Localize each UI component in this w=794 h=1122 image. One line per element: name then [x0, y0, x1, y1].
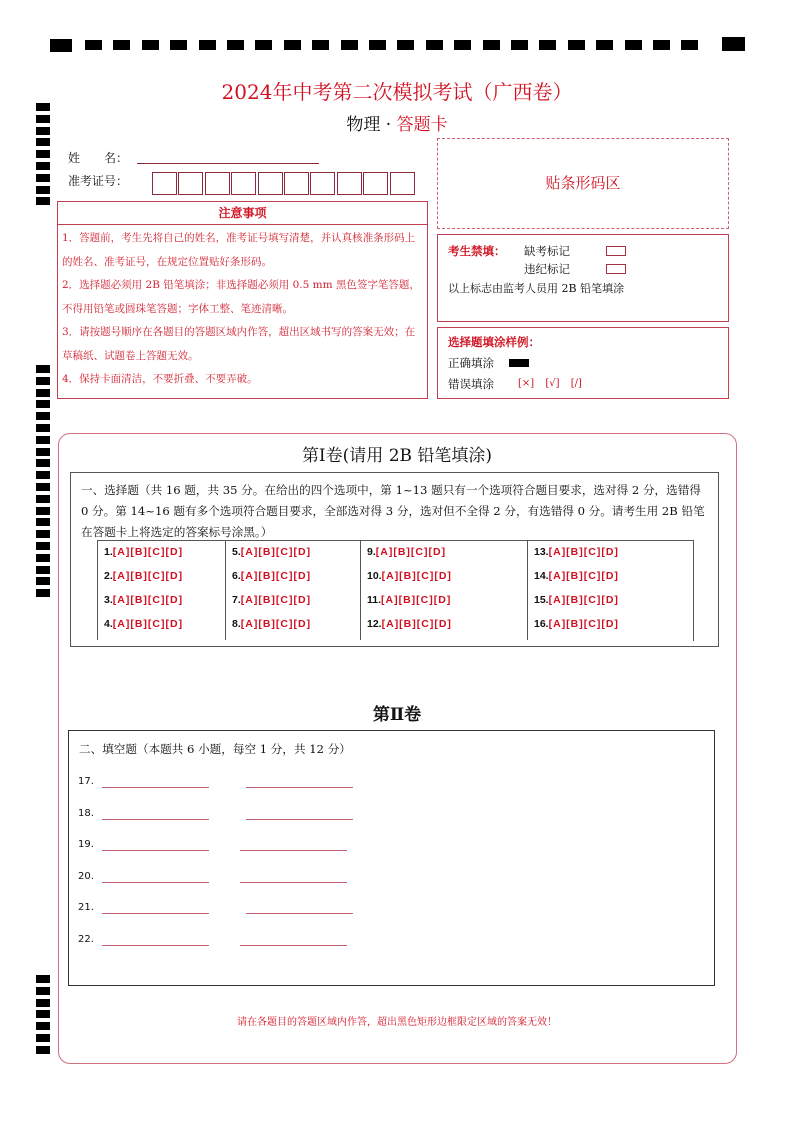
- fill-question-number: 18.: [78, 807, 94, 819]
- choice-question[interactable]: [104, 570, 183, 582]
- timing-mark: [653, 40, 670, 50]
- question-number: 6.: [232, 570, 241, 582]
- fill-question-number: 17.: [78, 776, 94, 787]
- part1-title: 第Ⅰ卷(请用 2B 铅笔填涂): [301, 446, 493, 466]
- timing-mark: [36, 999, 50, 1007]
- notice-header: [57, 201, 428, 225]
- subject: 物理: [346, 115, 381, 135]
- choice-question[interactable]: [367, 570, 452, 582]
- forbidden-title: 考生禁填：: [448, 244, 506, 258]
- timing-mark: [36, 377, 50, 385]
- choice-instructions: 一、选择题（共 16 题，共 35 分。在给出的四个选项中，第 1~13 题只有一个选项符合题目要求，选对得 2 分，选错得 0 分。第 14~16 题有多个选项符合题目要求，全部选对得 3 分，选对但不全得 2 分，有选错得 0 分。请考生用 2B 铅笔在答题卡上将选定的答案标号涂黑。）: [81, 483, 705, 539]
- answer-options[interactable]: [A][B][C][D]: [381, 570, 452, 582]
- timing-mark: [170, 40, 187, 50]
- notice-title: 注意事项: [218, 206, 267, 220]
- fill-question-number: 20.: [78, 870, 94, 882]
- timing-mark: [255, 40, 272, 50]
- timing-mark: [568, 40, 585, 50]
- timing-mark: [722, 37, 745, 51]
- answer-options[interactable]: [A][B][C][D]: [548, 594, 619, 606]
- absent-checkbox[interactable]: [606, 246, 626, 256]
- exam-id-digit-box[interactable]: [178, 172, 203, 195]
- name-label: 姓 名：: [68, 151, 129, 165]
- question-number: 15.: [534, 594, 549, 606]
- answer-options[interactable]: [A][B][C][D]: [548, 570, 619, 582]
- question-number: 14.: [534, 570, 549, 582]
- exam-id-digit-box[interactable]: [284, 172, 309, 195]
- choice-question[interactable]: [232, 618, 311, 630]
- barcode-area: [437, 138, 729, 229]
- question-number: 16.: [534, 618, 549, 630]
- choice-question[interactable]: [367, 594, 451, 606]
- question-number: 1.: [104, 546, 113, 558]
- question-number: 3.: [104, 594, 113, 606]
- answer-options[interactable]: [A][B][C][D]: [548, 546, 619, 558]
- choice-question[interactable]: [367, 546, 446, 558]
- forbidden-note: 以上标志由监考人员用 2B 铅笔填涂: [448, 282, 625, 295]
- choice-question[interactable]: [534, 570, 619, 582]
- answer-blank[interactable]: [240, 945, 347, 946]
- timing-mark: [36, 577, 50, 585]
- timing-mark: [36, 138, 50, 146]
- answer-options[interactable]: [A][B][C][D]: [240, 546, 312, 558]
- timing-mark: [36, 507, 50, 515]
- notice-item: 4．保持卡面清洁，不要折叠、不要弄破。: [62, 373, 258, 385]
- answer-options[interactable]: [A][B][C][D]: [240, 618, 312, 630]
- violation-checkbox[interactable]: [606, 264, 626, 274]
- wrong-label: 错误填涂: [448, 377, 494, 391]
- timing-mark: [36, 400, 50, 408]
- answer-blank[interactable]: [102, 945, 209, 946]
- exam-id-digit-box[interactable]: [363, 172, 388, 195]
- timing-mark: [113, 40, 130, 50]
- question-number: 9.: [367, 546, 376, 558]
- timing-mark: [36, 186, 50, 194]
- wrong-mark-slash: [/]: [570, 378, 582, 389]
- answer-options[interactable]: [A][B][C][D]: [375, 546, 447, 558]
- column-divider: [527, 540, 528, 640]
- timing-mark: [199, 40, 216, 50]
- timing-mark: [36, 987, 50, 995]
- separator-dot: ·: [385, 115, 392, 135]
- notice-item: 2．选择题必须用 2B 铅笔填涂；非选择题必须用 0.5 mm 黑色签字笔答题，不得用铅笔或圆珠笔答题；字体工整、笔迹清晰。: [62, 279, 420, 315]
- fill-question-number: 22.: [78, 933, 94, 945]
- answer-options[interactable]: [A][B][C][D]: [240, 594, 312, 606]
- wrong-mark-check: [√]: [545, 378, 560, 389]
- answer-options[interactable]: [A][B][C][D]: [112, 594, 184, 606]
- timing-mark: [36, 174, 50, 182]
- question-number: 11.: [367, 594, 382, 606]
- timing-mark: [36, 542, 50, 550]
- timing-mark: [539, 40, 556, 50]
- choice-question[interactable]: [104, 546, 183, 558]
- timing-mark: [36, 197, 50, 205]
- timing-mark: [483, 40, 500, 50]
- timing-mark: [369, 40, 386, 50]
- exam-id-digit-box[interactable]: [310, 172, 335, 195]
- timing-mark: [312, 40, 329, 50]
- timing-mark: [36, 975, 50, 983]
- sheet-subtitle: [0, 110, 794, 135]
- timing-mark: [681, 40, 698, 50]
- answer-options[interactable]: [A][B][C][D]: [112, 546, 184, 558]
- exam-title: 2024年中考第二次模拟考试（广西卷）: [221, 80, 573, 104]
- card-label: 答题卡: [396, 115, 448, 135]
- timing-mark: [511, 40, 528, 50]
- timing-mark: [36, 365, 50, 373]
- footer-note: 请在各题目的答题区域内作答，超出黑色矩形边框限定区域的答案无效！: [237, 1017, 557, 1028]
- notice-item: 1．答题前，考生先将自己的姓名，准考证号填写清楚，并认真核准条形码上的姓名、准考证号，在规定位置贴好条形码。: [62, 232, 416, 268]
- answer-options[interactable]: [A][B][C][D]: [381, 594, 452, 606]
- answer-options[interactable]: [A][B][C][D]: [381, 618, 452, 630]
- timing-mark: [36, 530, 50, 538]
- fill-question-number: 19.: [78, 839, 94, 850]
- choice-question[interactable]: [534, 618, 619, 630]
- timing-mark: [36, 1046, 50, 1054]
- column-divider: [225, 540, 226, 640]
- choice-question[interactable]: [367, 618, 452, 630]
- absent-label: 缺考标记: [524, 244, 570, 258]
- timing-mark: [142, 40, 159, 50]
- answer-options[interactable]: [A][B][C][D]: [112, 618, 184, 630]
- choice-question[interactable]: [534, 546, 619, 558]
- wrong-marks: [518, 378, 582, 389]
- choice-question[interactable]: [232, 546, 311, 558]
- answer-blank[interactable]: [246, 787, 353, 788]
- timing-mark: [36, 1034, 50, 1042]
- timing-mark: [36, 518, 50, 526]
- sample-box: [437, 327, 729, 399]
- question-number: 4.: [104, 618, 113, 630]
- fill-section: [68, 730, 715, 986]
- answer-blank[interactable]: [246, 913, 353, 914]
- timing-mark: [36, 495, 50, 503]
- fill-instructions: 二、填空题（本题共 6 小题，每空 1 分，共 12 分）: [79, 742, 351, 756]
- question-number: 12.: [367, 618, 382, 630]
- question-number: 7.: [232, 594, 241, 606]
- wrong-mark-x: [×]: [518, 378, 535, 389]
- timing-mark: [36, 412, 50, 420]
- part2-title: 第Ⅱ卷: [372, 705, 422, 725]
- answer-options[interactable]: [A][B][C][D]: [548, 618, 619, 630]
- timing-mark: [85, 40, 102, 50]
- correct-label: 正确填涂: [448, 356, 494, 370]
- exam-id-digit-box[interactable]: [390, 172, 415, 195]
- answer-blank[interactable]: [102, 913, 209, 914]
- id-label: 准考证号：: [68, 174, 129, 188]
- timing-mark: [397, 40, 414, 50]
- column-divider: [360, 540, 361, 640]
- choice-question[interactable]: [232, 570, 311, 582]
- exam-id-digit-box[interactable]: [231, 172, 256, 195]
- timing-mark: [50, 39, 72, 52]
- answer-blank[interactable]: [240, 850, 347, 851]
- notice-box: [57, 224, 428, 399]
- timing-mark: [36, 554, 50, 562]
- exam-id-digit-box[interactable]: [258, 172, 283, 195]
- answer-blank[interactable]: [102, 819, 209, 820]
- timing-mark: [426, 40, 443, 50]
- timing-mark: [284, 40, 301, 50]
- exam-id-digit-box[interactable]: [205, 172, 230, 195]
- timing-mark: [454, 40, 471, 50]
- timing-mark: [36, 471, 50, 479]
- notice-item: 3．请按题号顺序在各题目的答题区域内作答，超出区域书写的答案无效；在草稿纸、试题卷上答题无效。: [62, 326, 416, 362]
- timing-mark: [341, 40, 358, 50]
- answer-blank[interactable]: [102, 787, 209, 788]
- answer-blank[interactable]: [102, 850, 209, 851]
- timing-mark: [36, 150, 50, 158]
- question-number: 10.: [367, 570, 382, 582]
- sample-title: 选择题填涂样例：: [448, 335, 540, 349]
- filled-sample-mark: [509, 359, 529, 367]
- answer-options[interactable]: [A][B][C][D]: [240, 570, 312, 582]
- choice-question[interactable]: [232, 594, 311, 606]
- answer-options[interactable]: [A][B][C][D]: [112, 570, 184, 582]
- fill-question-number: 21.: [78, 902, 94, 913]
- timing-mark: [36, 162, 50, 170]
- forbidden-box: [437, 234, 729, 322]
- answer-blank[interactable]: [240, 882, 347, 883]
- column-divider: [97, 540, 98, 640]
- timing-mark: [227, 40, 244, 50]
- timing-mark: [36, 424, 50, 432]
- violation-label: 违纪标记: [524, 262, 570, 276]
- choice-question[interactable]: [104, 618, 183, 630]
- answer-blank[interactable]: [246, 819, 353, 820]
- choice-question[interactable]: [534, 594, 619, 606]
- timing-mark: [596, 40, 613, 50]
- question-number: 8.: [232, 618, 241, 630]
- timing-mark: [36, 589, 50, 597]
- exam-id-digit-box[interactable]: [337, 172, 362, 195]
- timing-mark: [36, 389, 50, 397]
- exam-id-digit-box[interactable]: [152, 172, 177, 195]
- question-number: 2.: [104, 570, 113, 582]
- question-number: 5.: [232, 546, 241, 558]
- name-field[interactable]: [137, 163, 319, 164]
- question-number: 13.: [534, 546, 549, 558]
- timing-mark: [36, 483, 50, 491]
- choice-question[interactable]: [104, 594, 183, 606]
- timing-mark: [625, 40, 642, 50]
- timing-mark: [36, 566, 50, 574]
- barcode-label: 贴条形码区: [545, 174, 621, 192]
- answer-blank[interactable]: [102, 882, 209, 883]
